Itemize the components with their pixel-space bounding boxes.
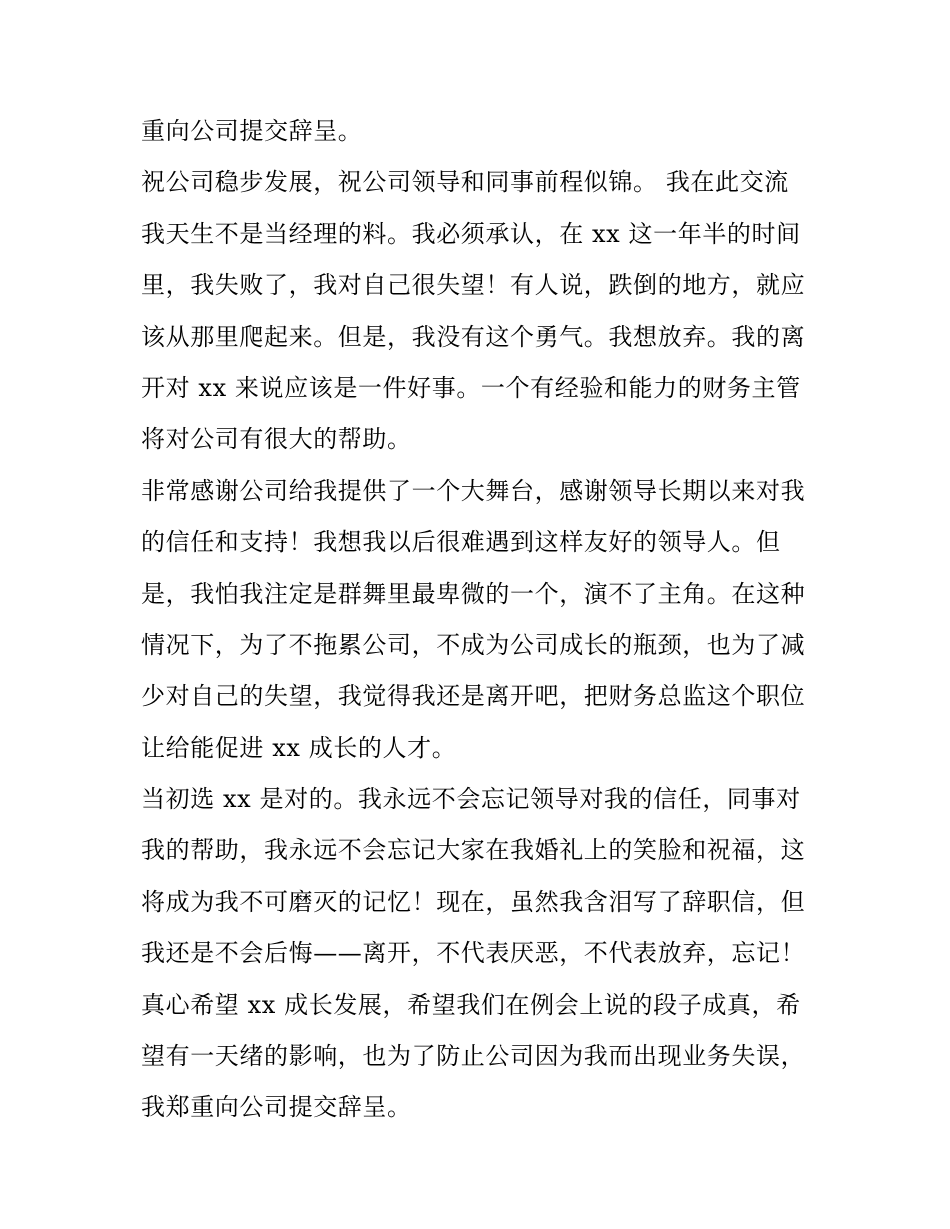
text-line: 望有一天绪的影响，也为了防止公司因为我而出现业务失误， <box>141 1042 806 1071</box>
text-line: 里，我失败了，我对自己很失望！有人说，跌倒的地方，就应 <box>141 271 806 300</box>
text-line: 是，我怕我注定是群舞里最卑微的一个，演不了主角。在这种 <box>141 579 806 608</box>
text-line: 重向公司提交辞呈。 <box>141 117 363 145</box>
text-line: 将对公司有很大的帮助。 <box>141 425 412 454</box>
text-line: 我天生不是当经理的料。我必须承认，在 xx 这一年半的时间 <box>141 219 801 248</box>
text-line: 我的帮助，我永远不会忘记大家在我婚礼上的笑脸和祝福，这 <box>141 836 806 865</box>
text-line: 的信任和支持！我想我以后很难遇到这样友好的领导人。但 <box>141 528 781 557</box>
text-line: 开对 xx 来说应该是一件好事。一个有经验和能力的财务主管 <box>141 373 801 402</box>
text-line: 真心希望 xx 成长发展，希望我们在例会上说的段子成真，希 <box>141 990 801 1019</box>
text-line: 该从那里爬起来。但是，我没有这个勇气。我想放弃。我的离 <box>141 322 806 351</box>
text-line: 非常感谢公司给我提供了一个大舞台，感谢领导长期以来对我 <box>141 476 806 505</box>
text-line: 我郑重向公司提交辞呈。 <box>141 1093 412 1122</box>
text-line: 将成为我不可磨灭的记忆！现在，虽然我含泪写了辞职信，但 <box>141 887 806 916</box>
document-body <box>141 106 821 1134</box>
text-line: 当初选 xx 是对的。我永远不会忘记领导对我的信任，同事对 <box>141 785 801 814</box>
text-line: 少对自己的失望，我觉得我还是离开吧，把财务总监这个职位 <box>141 682 806 711</box>
text-line: 我还是不会后悔——离开，不代表厌恶，不代表放弃，忘记！ <box>141 939 806 968</box>
text-line: 祝公司稳步发展，祝公司领导和同事前程似锦。 我在此交流 <box>141 168 789 197</box>
text-line: 情况下，为了不拖累公司，不成为公司成长的瓶颈，也为了减 <box>141 630 806 659</box>
text-line: 让给能促进 xx 成长的人才。 <box>141 733 457 762</box>
